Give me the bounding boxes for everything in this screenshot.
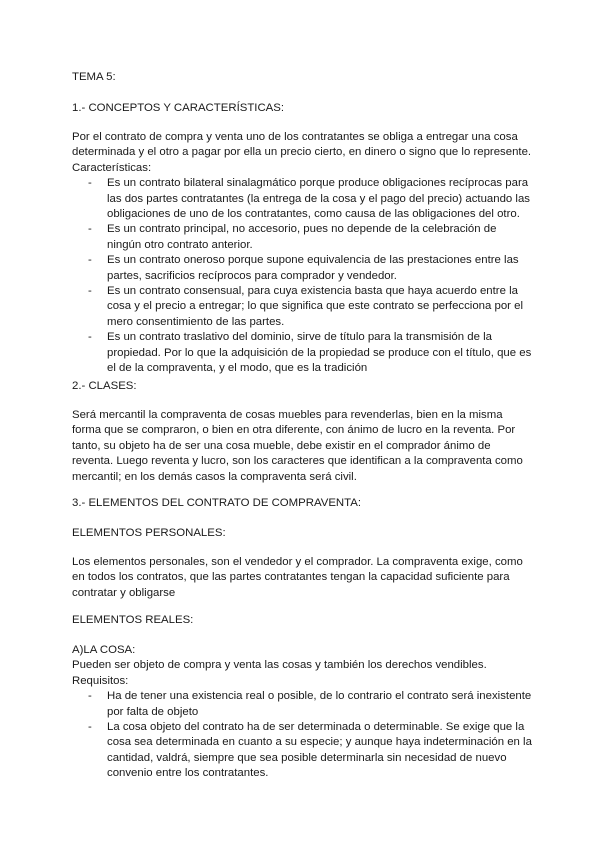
requirements-label: Requisitos:: [72, 674, 129, 687]
list-item: - Es un contrato principal, no accesorio, pues no depende de la celebración de ningún otro contrato anterior.: [72, 222, 532, 253]
list-item: - Es un contrato traslativo del dominio, sirve de título para la transmisión de la propiedad. Por lo que la adquisición de la propiedad se produce con el título, que es el de la compraventa, y el modo, que es la tradición: [72, 330, 532, 376]
requirements-list: [72, 689, 532, 781]
section-1-body: [72, 130, 532, 377]
personal-elements-text: Los elementos personales, son el vendedor y el comprador. La compraventa exige, como en todos los contratos, que las partes contratantes tengan la capacidad suficiente para contratar y obligarse: [72, 556, 523, 599]
personal-elements-heading: ELEMENTOS PERSONALES:: [72, 527, 226, 539]
section-3-heading: 3.- ELEMENTOS DEL CONTRATO DE COMPRAVENTA:: [72, 497, 362, 509]
thing-heading: A)LA COSA:: [72, 644, 136, 656]
section-2-heading: 2.- CLASES:: [72, 380, 137, 392]
characteristics-list: [72, 176, 532, 376]
real-elements-heading: ELEMENTOS REALES:: [72, 614, 194, 626]
section-2-text: Será mercantil la compraventa de cosas muebles para revenderlas, bien en la misma forma que se compraron, o bien en otra diferente, con ánimo de lucro en la reventa. Por tanto, su objeto ha de ser una cosa mueble, debe existir en el comprador ánimo de reventa. Luego reventa y lucro, son los caracteres que identifican a la compraventa como mercantil; en los demás casos la compraventa será civil.: [72, 409, 523, 483]
section-1-intro: Por el contrato de compra y venta uno de los contratantes se obliga a entregar una cosa determinada y el otro a pagar por ella un precio cierto, en dinero o signo que lo represente.: [72, 131, 532, 159]
thing-intro: Pueden ser objeto de compra y venta las cosas y también los derechos vendibles.: [72, 659, 487, 672]
characteristics-label: Características:: [72, 161, 152, 174]
thing-section: [72, 643, 532, 782]
list-item: - Es un contrato oneroso porque supone equivalencia de las prestaciones entre las partes, sacrificios recíprocos para comprador y vendedor.: [72, 253, 532, 284]
list-item: - Es un contrato bilateral sinalagmático porque produce obligaciones recíprocas para las dos partes contratantes (la entrega de la cosa y el pago del precio) actuando las obligaciones de uno de los contratantes, como causa de las obligaciones del otro.: [72, 176, 532, 222]
section-1-heading: 1.- CONCEPTOS Y CARACTERÍSTICAS:: [72, 102, 285, 114]
list-item: - Es un contrato consensual, para cuya existencia basta que haya acuerdo entre la cosa y el precio a entregar; lo que significa que este contrato se perfecciona por el mero consentimiento de las partes.: [72, 284, 532, 330]
doc-title: TEMA 5:: [72, 71, 116, 83]
list-item: - La cosa objeto del contrato ha de ser determinada o determinable. Se exige que la cosa sea determinada en cuanto a su especie; y aunque haya indeterminación en la cantidad, valdrá, siempre que sea posible determinarla sin necesidad de nuevo convenio entre los contratantes.: [72, 720, 532, 782]
list-item: - Ha de tener una existencia real o posible, de lo contrario el contrato será inexistente por falta de objeto: [72, 689, 532, 720]
